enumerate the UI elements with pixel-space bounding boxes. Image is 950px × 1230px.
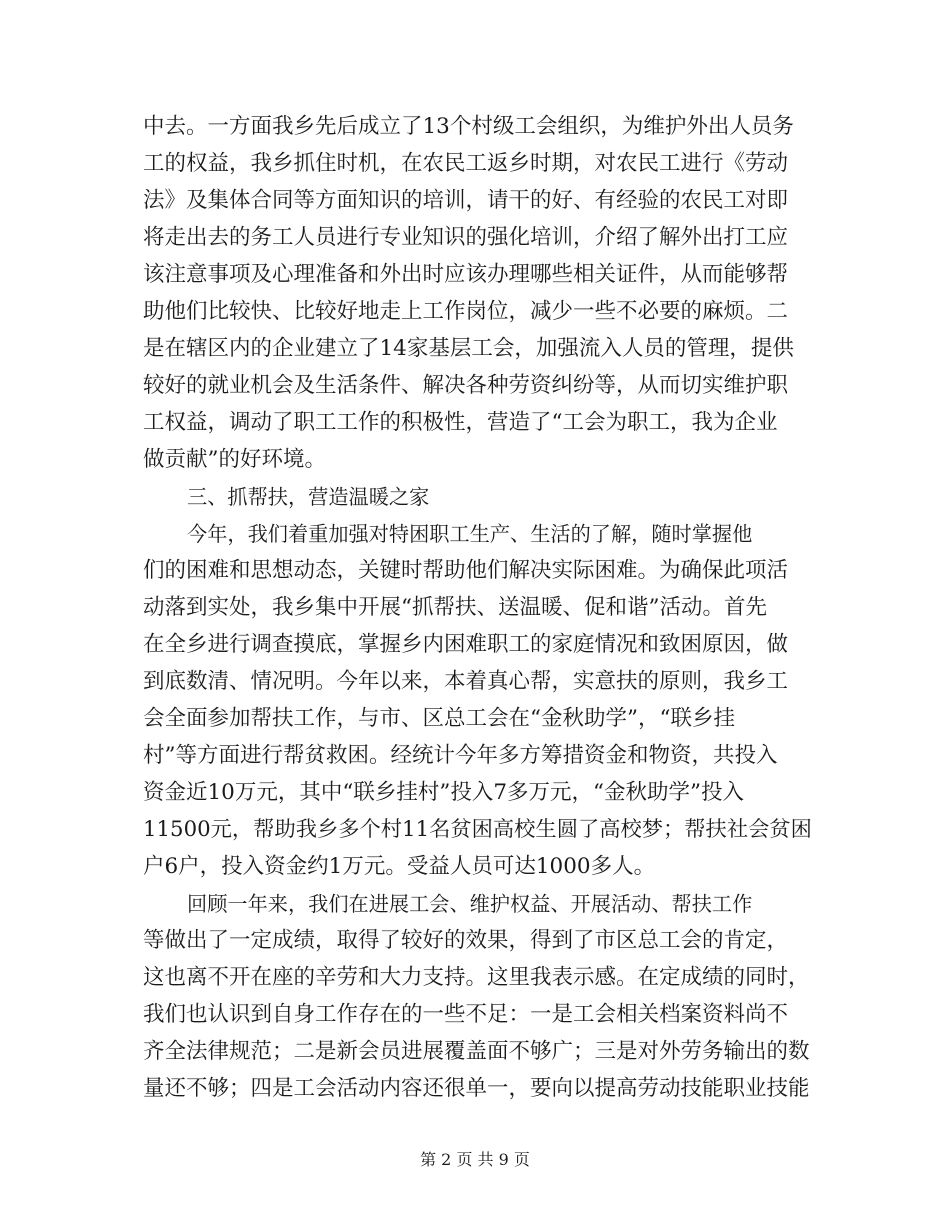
text-line: 做贡献”的好环境。 — [143, 447, 326, 472]
text-line: 在全乡进行调查摸底，掌握乡内困难职工的家庭情况和致困原因，做 — [143, 632, 789, 657]
text-line: 回顾一年来，我们在进展工会、维护权益、开展活动、帮扶工作 — [187, 892, 753, 916]
text-line: 资金近10万元，其中“联乡挂村”投入7多万元，“金秋助学”投入 — [143, 780, 745, 805]
text-line: 工权益，调动了职工工作的积极性，营造了“工会为职工，我为企业 — [143, 410, 778, 435]
text-line: 户6户，投入资金约1万元。受益人员可达1000多人。 — [143, 854, 656, 879]
text-line: 齐全法律规范；二是新会员进展覆盖面不够广；三是对外劳务输出的数 — [143, 1039, 810, 1064]
text-line: 工的权益，我乡抓住时机，在农民工返乡时期，对农民工进行《劳动 — [143, 151, 789, 176]
text-line: 我们也认识到自身工作存在的一些不足：一是工会相关档案资料尚不 — [143, 1002, 789, 1027]
text-line: 村”等方面进行帮贫救困。经统计今年多方筹措资金和物资，共投入 — [143, 743, 778, 768]
text-line: 们的困难和思想动态，关键时帮助他们解决实际困难。为确保此项活 — [143, 558, 789, 583]
text-line: 是在辖区内的企业建立了14家基层工会，加强流入人员的管理，提供 — [143, 336, 794, 361]
text-line: 助他们比较快、比较好地走上工作岗位，减少一些不必要的麻烦。二 — [143, 299, 789, 324]
text-line: 到底数清、情况明。今年以来，本着真心帮，实意扶的原则，我乡工 — [143, 669, 789, 694]
text-line: 11500元，帮助我乡多个村11名贫困高校生圆了高校梦；帮扶社会贫困 — [143, 817, 812, 842]
text-line: 该注意事项及心理准备和外出时应该办理哪些相关证件，从而能够帮 — [143, 262, 789, 287]
text-line: 这也离不开在座的辛劳和大力支持。这里我表示感。在定成绩的同时， — [143, 965, 810, 990]
text-line: 中去。一方面我乡先后成立了13个村级工会组织，为维护外出人员务 — [143, 114, 794, 139]
text-line: 较好的就业机会及生活条件、解决各种劳资纠纷等，从而切实维护职 — [143, 373, 789, 398]
page-number: 第 2 页 共 9 页 — [420, 1150, 530, 1169]
text-line: 今年，我们着重加强对特困职工生产、生活的了解，随时掌握他 — [187, 522, 753, 546]
text-line: 会全面参加帮扶工作，与市、区总工会在“金秋助学”，“联乡挂 — [143, 706, 735, 731]
text-line: 法》及集体合同等方面知识的培训，请干的好、有经验的农民工对即 — [143, 188, 789, 213]
section-heading: 三、抓帮扶，营造温暖之家 — [187, 485, 430, 509]
text-line: 量还不够；四是工会活动内容还很单一，要向以提高劳动技能职业技能 — [143, 1076, 810, 1101]
text-line: 动落到实处，我乡集中开展“抓帮扶、送温暖、促和谐”活动。首先 — [143, 595, 767, 620]
text-line: 将走出去的务工人员进行专业知识的强化培训，介绍了解外出打工应 — [143, 225, 789, 250]
text-line: 等做出了一定成绩，取得了较好的效果，得到了市区总工会的肯定， — [143, 928, 789, 953]
